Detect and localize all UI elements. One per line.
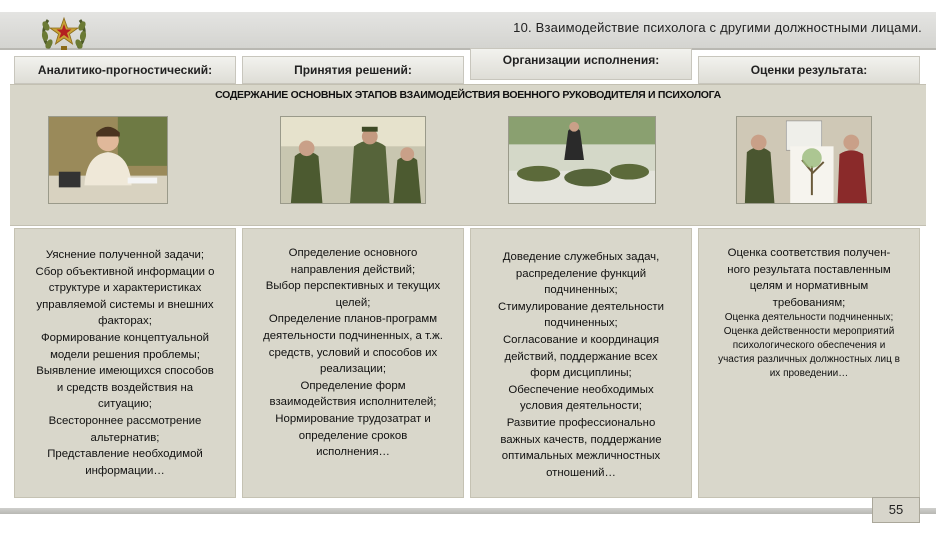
column-line: Сбор объективной информации о (35, 265, 215, 278)
stage-tab-analytic: Аналитико-прогностический: (14, 56, 236, 84)
stage-column-text (703, 245, 915, 381)
page-title: 10. Взаимодействие психолога с другими должностными лицами. (513, 20, 922, 35)
column-line: Определение форм (300, 379, 406, 392)
column-line: Определение планов-программ (268, 313, 438, 326)
column-line: ного результата поставленным (727, 263, 891, 276)
column-line: реализации; (320, 363, 386, 376)
stage-column-text (19, 247, 231, 479)
column-line: модели решения проблемы; (50, 348, 200, 361)
column-line: Выявление имеющихся способов (36, 365, 214, 378)
column-line: форм дисциплины; (530, 367, 632, 380)
group-with-drawing-photo (736, 116, 872, 204)
column-line: целей; (335, 296, 371, 309)
column-line: информации… (85, 464, 165, 477)
column-small-line: их проведении… (769, 368, 849, 380)
stage-column-text (475, 249, 687, 481)
stage-tab-decision: Принятия решений: (242, 56, 464, 84)
column-small-line: Оценка действенности мероприятий (723, 326, 895, 338)
column-line: Выбор перспективных и текущих (265, 280, 441, 293)
military-emblem-icon (40, 10, 88, 54)
column-line: действий, поддержание всех (504, 350, 658, 363)
column-line: деятельности подчиненных, а т.ж. (263, 329, 443, 342)
column-line: взаимодействия исполнителей; (269, 396, 437, 409)
column-line: отношений… (546, 466, 616, 479)
column-line: условия деятельности; (520, 400, 642, 413)
stage-column-evaluation (698, 228, 920, 498)
column-line: Развитие профессионально (506, 416, 656, 429)
bottom-rule (0, 508, 936, 514)
column-line: Нормирование трудозатрат и (275, 412, 431, 425)
column-small-line: психологического обеспечения и (732, 340, 886, 352)
column-small-line: Оценка деятельности подчиненных; (724, 312, 894, 324)
column-line: Уяснение полученной задачи; (45, 249, 205, 261)
stage-tab-evaluation: Оценки результата: (698, 56, 920, 84)
column-line: распределение функций (515, 267, 647, 280)
column-line: Представление необходимой (47, 448, 203, 461)
soldiers-training-photo (508, 116, 656, 204)
column-line: Определение основного (288, 247, 418, 259)
officer-at-desk-photo (48, 116, 168, 204)
column-line: Всестороннее рассмотрение (48, 414, 202, 427)
column-line: Стимулирование деятельности (498, 300, 664, 313)
stage-column-analytic (14, 228, 236, 498)
column-small-line: участия различных должностных лиц в (718, 354, 900, 366)
column-line: целям и нормативным (749, 280, 869, 293)
soldiers-briefing-photo (280, 116, 426, 204)
column-line: управляемой системы и внешних (36, 298, 214, 311)
column-line: важных качеств, поддержание (500, 433, 662, 446)
column-line: требованиям; (772, 296, 846, 309)
column-line: и средств воздействия на (56, 381, 194, 394)
page-number: 55 (872, 497, 920, 523)
column-line: структуре и характеристиках (48, 282, 202, 295)
column-line: средств, условий и способов их (268, 346, 438, 359)
column-line: определение сроков (298, 429, 408, 442)
stage-column-decision (242, 228, 464, 498)
column-line: альтернатив; (90, 431, 160, 444)
column-line: оптимальных межличностных (501, 450, 661, 463)
column-line: исполнения… (316, 446, 390, 459)
stage-tab-execution: Организации исполнения: (470, 48, 692, 80)
band-title: СОДЕРЖАНИЕ ОСНОВНЫХ ЭТАПОВ ВЗАИМОДЕЙСТВИЯ ВОЕННОГО РУКОВОДИТЕЛЯ И ПСИХОЛОГА (215, 89, 721, 101)
column-line: Обеспечение необходимых (508, 383, 654, 396)
column-line: Согласование и координация (502, 333, 660, 346)
column-line: подчиненных; (544, 284, 618, 297)
column-line: ситуацию; (98, 398, 152, 411)
stage-column-text (247, 245, 459, 461)
column-line: Доведение служебных задач, (502, 251, 660, 263)
column-line: подчиненных; (544, 317, 618, 330)
stage-column-execution (470, 228, 692, 498)
column-line: Оценка соответствия получен- (727, 247, 891, 259)
column-line: Формирование концептуальной (40, 331, 210, 344)
column-line: факторах; (98, 315, 152, 328)
column-line: направления действий; (290, 263, 416, 276)
